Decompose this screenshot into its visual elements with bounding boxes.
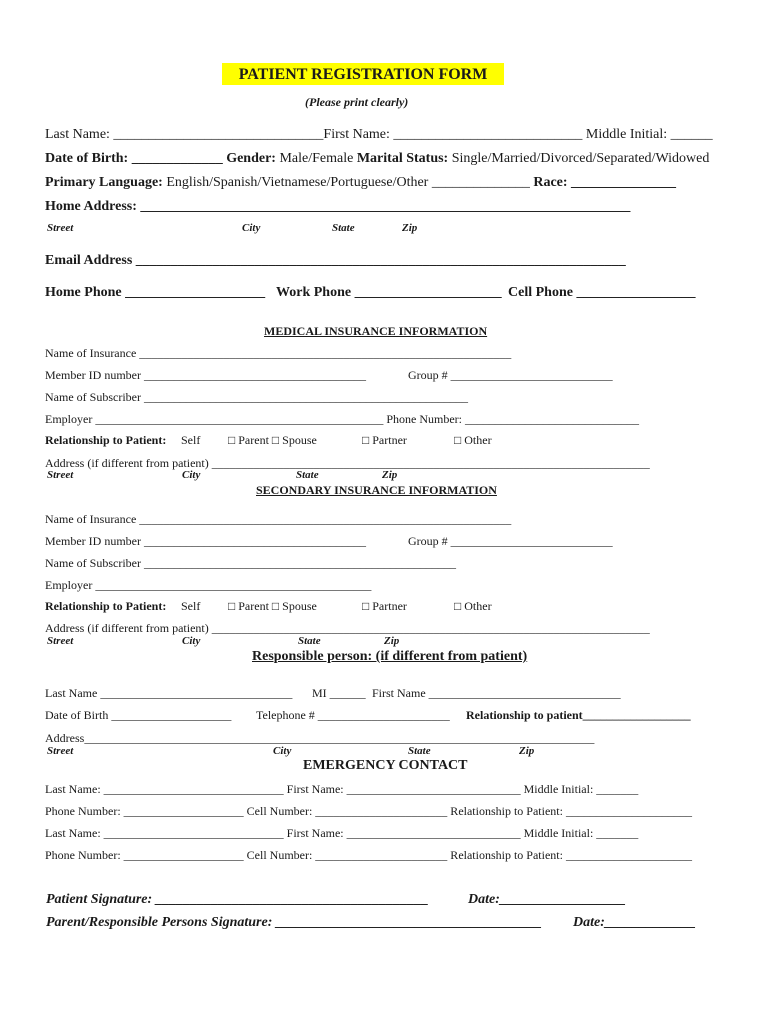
relationship-other-option[interactable]: □ Other: [454, 433, 492, 447]
secondary-city-label: City: [182, 635, 201, 647]
responsible-first-name-field[interactable]: First Name ________________________________: [372, 686, 621, 700]
dob-field[interactable]: Date of Birth: _____________: [45, 151, 227, 166]
city-label: City: [182, 469, 201, 481]
dob-gender-marital-line[interactable]: [45, 152, 709, 166]
secondary-insurance-heading: SECONDARY INSURANCE INFORMATION: [256, 483, 497, 497]
secondary-member-id-field[interactable]: Member ID number _____________________________________: [45, 534, 366, 548]
race-field[interactable]: Race: _______________: [533, 175, 677, 190]
marital-label: Marital Status:: [356, 151, 449, 166]
relationship-label: Relationship to Patient:: [45, 433, 167, 447]
home-phone-field[interactable]: Home Phone ____________________: [45, 285, 266, 300]
secondary-group-field[interactable]: Group # ___________________________: [408, 534, 613, 548]
secondary-relationship-self-option[interactable]: Self: [181, 599, 201, 613]
gender-label: Gender:: [226, 151, 276, 166]
secondary-insurance-name-field[interactable]: Name of Insurance ______________________________________________________________: [45, 512, 512, 526]
form-subtitle: (Please print clearly): [305, 95, 409, 109]
gender-options[interactable]: Male/Female: [275, 151, 357, 166]
form-title: PATIENT REGISTRATION FORM: [238, 66, 488, 83]
secondary-state-label: State: [298, 635, 321, 647]
language-label: Primary Language:: [45, 175, 163, 190]
address-state-label: State: [332, 222, 355, 234]
responsible-city-label: City: [273, 745, 292, 757]
parent-signature-field[interactable]: Parent/Responsible Persons Signature: ______________________________________: [46, 915, 542, 930]
emergency-contact-2-name-row[interactable]: Last Name: ______________________________ First Name: _____________________________ Middle Initial: _______: [45, 826, 639, 840]
relationship-parent-spouse-options[interactable]: □ Parent □ Spouse: [228, 433, 317, 447]
patient-signature-field[interactable]: Patient Signature: _______________________________________: [46, 892, 429, 907]
secondary-relationship-other-option[interactable]: □ Other: [454, 599, 492, 613]
relationship-partner-option[interactable]: □ Partner: [362, 433, 407, 447]
address-zip-label: Zip: [402, 222, 418, 234]
emergency-contact-1-phone-row[interactable]: Phone Number: ____________________ Cell Number: ______________________ Relationship to Patient: _____________________: [45, 804, 692, 818]
secondary-employer-field[interactable]: Employer ______________________________________________: [45, 578, 372, 592]
member-id-field[interactable]: Member ID number _____________________________________: [45, 368, 366, 382]
secondary-address-field[interactable]: Address (if different from patient) _________________________________________________________________________: [45, 621, 650, 635]
emergency-contact-2-phone-row[interactable]: Phone Number: ____________________ Cell Number: ______________________ Relationship to Patient: _____________________: [45, 848, 692, 862]
address-city-label: City: [242, 222, 261, 234]
secondary-relationship-partner-option[interactable]: □ Partner: [362, 599, 407, 613]
street-label: Street: [47, 469, 74, 481]
responsible-last-name-field[interactable]: Last Name ________________________________: [45, 686, 293, 700]
language-race-line[interactable]: [45, 176, 676, 190]
address-street-label: Street: [47, 222, 74, 234]
responsible-street-label: Street: [47, 745, 74, 757]
secondary-street-label: Street: [47, 635, 74, 647]
secondary-relationship-label: Relationship to Patient:: [45, 599, 167, 613]
responsible-zip-label: Zip: [519, 745, 535, 757]
home-address-line[interactable]: Home Address: ______________________________________________________________________: [45, 199, 631, 214]
relationship-self-option[interactable]: Self: [181, 433, 201, 447]
secondary-subscriber-field[interactable]: Name of Subscriber ____________________________________________________: [45, 556, 456, 570]
emergency-contact-heading: EMERGENCY CONTACT: [303, 758, 468, 773]
patient-date-field[interactable]: Date:__________________: [468, 892, 626, 907]
responsible-mi-field[interactable]: MI ______: [312, 686, 366, 700]
group-field[interactable]: Group # ___________________________: [408, 368, 613, 382]
email-line[interactable]: Email Address ______________________________________________________________________: [45, 253, 626, 268]
language-options[interactable]: English/Spanish/Vietnamese/Portuguese/Other ______________: [162, 175, 534, 190]
cell-phone-field[interactable]: Cell Phone _________________: [508, 285, 696, 300]
zip-label: Zip: [382, 469, 398, 481]
parent-date-field[interactable]: Date:_____________: [573, 915, 696, 930]
work-phone-field[interactable]: Work Phone _____________________: [276, 285, 502, 300]
emergency-contact-1-name-row[interactable]: Last Name: ______________________________ First Name: _____________________________ Middle Initial: _______: [45, 782, 639, 796]
secondary-zip-label: Zip: [384, 635, 400, 647]
responsible-address-field[interactable]: Address_____________________________________________________________________________________: [45, 731, 595, 745]
marital-options[interactable]: Single/Married/Divorced/Separated/Widowed: [448, 151, 710, 166]
responsible-state-label: State: [408, 745, 431, 757]
medical-insurance-heading: MEDICAL INSURANCE INFORMATION: [264, 324, 488, 338]
responsible-telephone-field[interactable]: Telephone # ______________________: [256, 708, 450, 722]
responsible-relationship-field[interactable]: Relationship to patient__________________: [466, 708, 691, 722]
responsible-person-heading: Responsible person: (if different from patient): [252, 649, 528, 664]
insurance-name-field[interactable]: Name of Insurance ______________________________________________________________: [45, 346, 512, 360]
title-highlight: [222, 63, 504, 85]
subscriber-field[interactable]: Name of Subscriber ______________________________________________________: [45, 390, 468, 404]
responsible-dob-field[interactable]: Date of Birth ____________________: [45, 708, 232, 722]
state-label: State: [296, 469, 319, 481]
employer-phone-line[interactable]: Employer ________________________________________________ Phone Number: _____________________________: [45, 412, 639, 426]
name-line[interactable]: Last Name: ______________________________First Name: ___________________________ Middle Initial: ______: [45, 127, 713, 142]
secondary-relationship-parent-spouse-options[interactable]: □ Parent □ Spouse: [228, 599, 317, 613]
insurance-address-field[interactable]: Address (if different from patient) _________________________________________________________________________: [45, 456, 650, 470]
